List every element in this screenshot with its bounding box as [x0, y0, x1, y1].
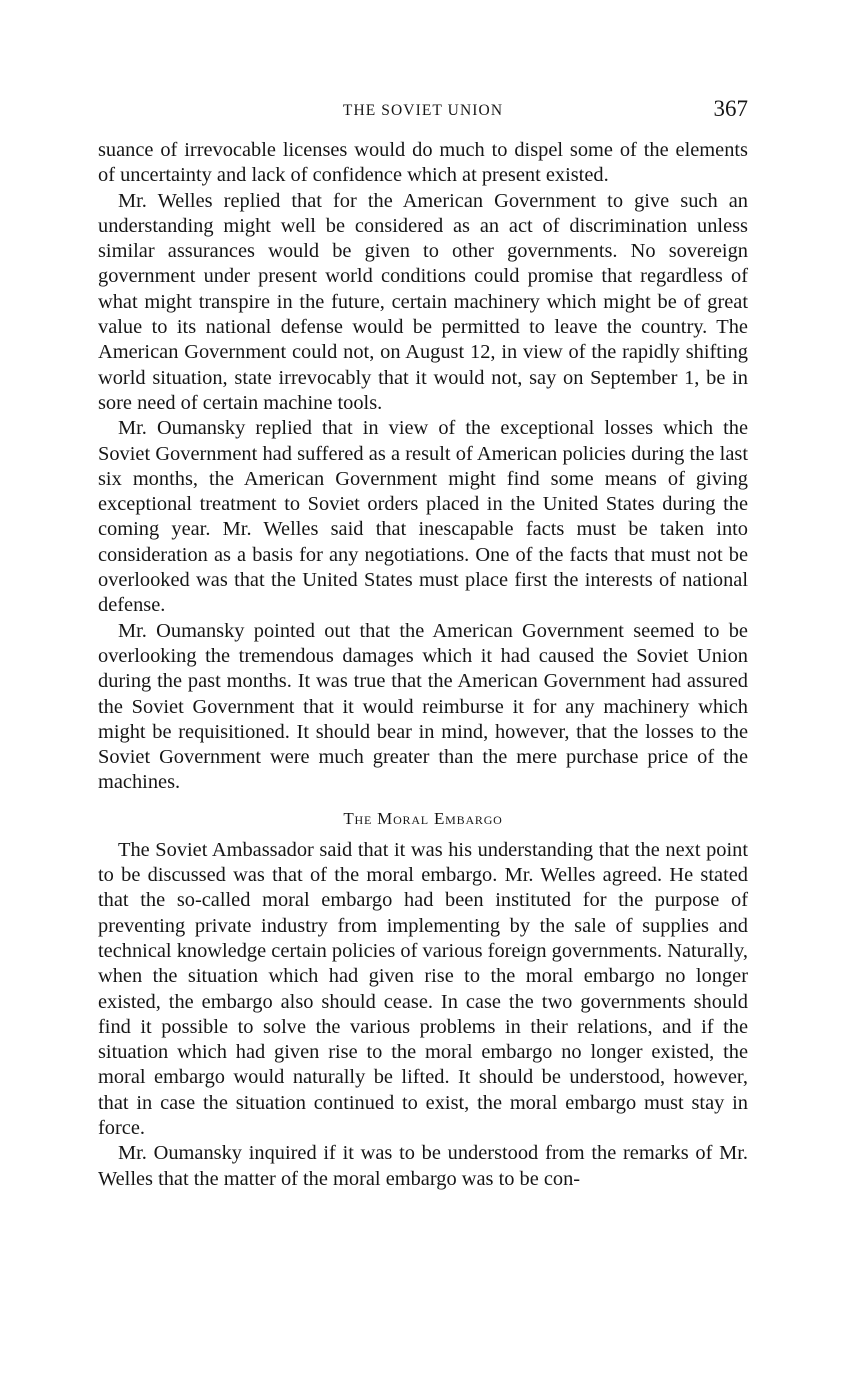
running-header	[98, 96, 748, 126]
paragraph: Mr. Welles replied that for the American Government to give such an understanding might well be considered as an act of discrimination unless similar assurances would be given to other governments. No sovereign government under present world conditions could promise that regardless of what might transpire in the future, certain machinery which might be of great value to its national defense would be permitted to leave the country. The American Government could not, on August 12, in view of the rapidly shifting world situation, state irrevocably that it would not, say on September 1, be in sore need of certain machine tools.	[98, 189, 748, 414]
page-number: 367	[713, 96, 748, 121]
running-title: THE SOVIET UNION	[342, 102, 504, 119]
paragraph-continued: suance of irrevocable licenses would do much to dispel some of the elements of uncertainty and lack of confidence which at present existed.	[98, 139, 748, 187]
paragraph: Mr. Oumansky replied that in view of the exceptional losses which the Soviet Government had suffered as a result of American policies during the last six months, the American Government might find some means of giving exceptional treatment to Soviet orders placed in the United States during the coming year. Mr. Welles said that inescapable facts must be taken into consideration as a basis for any negotiations. One of the facts that must not be overlooked was that the United States must place first the interests of national defense.	[98, 417, 748, 617]
paragraph: Mr. Oumansky inquired if it was to be understood from the remarks of Mr. Welles that the matter of the moral embargo was to be con-	[98, 1142, 748, 1190]
section-heading: The Moral Embargo	[343, 808, 503, 828]
body-text	[98, 138, 748, 1192]
document-page	[98, 96, 748, 1192]
paragraph: The Soviet Ambassador said that it was his understanding that the next point to be discussed was that of the moral embargo. Mr. Welles agreed. He stated that the so-called moral embargo had been instituted for the purpose of preventing private industry from implementing by the sale of supplies and technical knowledge certain policies of various foreign governments. Naturally, when the situation which had given rise to the moral embargo no longer existed, the embargo also should cease. In case the two governments should find it possible to solve the various problems in their relations, and if the situation which had given rise to the moral embargo no longer existed, the moral embargo would naturally be lifted. It should be understood, however, that in case the situation continued to exist, the moral embargo must stay in force.	[98, 838, 748, 1139]
paragraph: Mr. Oumansky pointed out that the American Government seemed to be overlooking the tremendous damages which it had caused the Soviet Union during the past months. It was true that the American Government had assured the Soviet Government that it would reimburse it for any machinery which might be requisitioned. It should bear in mind, however, that the losses to the Soviet Government were much greater than the mere purchase price of the machines.	[98, 619, 748, 794]
